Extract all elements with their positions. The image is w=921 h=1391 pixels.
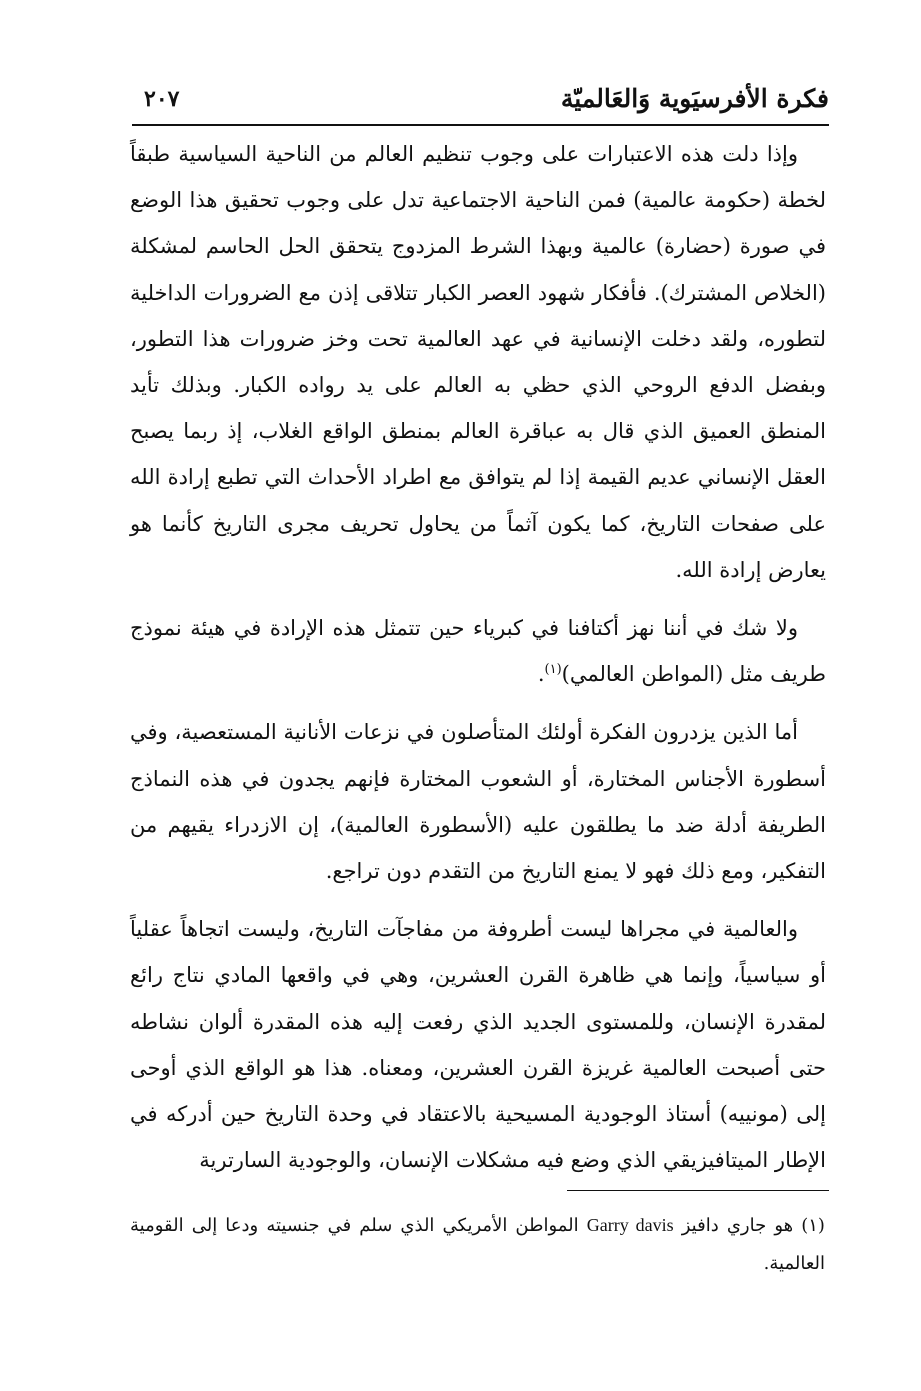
paragraph-1: وإذا دلت هذه الاعتبارات على وجوب تنظيم العالم من الناحية السياسية طبقاً لخطة (حكومة عالمية) فمن الناحية الاجتماعية تدل على وجوب تحقيق هذا الوضع في صورة (حضارة) عالمية وبهذا الشرط المزدوج يتحقق الحل الحاسم لمشكلة (الخلاص المشترك). فأفكار شهود العصر الكبار تتلاقى إذن مع الضرورات الداخلية لتطوره، ولقد دخلت الإنسانية في عهد العالمية تحت وخز ضرورات هذا التطور، وبفضل الدفع الروحي الذي حظي به العالم على يد رواده الكبار. وبذلك تأيد المنطق العميق الذي قال به عباقرة العالم بمنطق الواقع الغلاب، إذ ربما يصبح العقل الإنساني عديم القيمة إذا لم يتوافق مع اطراد الأحداث التي تطبع إرادة الله على صفحات التاريخ، كما يكون آثماً من يحاول تحريف مجرى التاريخ كأنما هو يعارض إرادة الله. bbox=[130, 142, 826, 582]
paragraph-2-text: ولا شك في أننا نهز أكتافنا في كبرياء حين تتمثل هذه الإرادة في هيئة نموذج طريف مثل (المواطن العالمي) bbox=[130, 616, 826, 687]
page-number: ٢٠٧ bbox=[144, 86, 180, 112]
paragraph-4: والعالمية في مجراها ليست أطروفة من مفاجآت التاريخ، وليست اتجاهاً عقلياً أو سياسياً، وإنما هي ظاهرة القرن العشرين، وهي في واقعها المادي نتاج رائع لمقدرة الإنسان، وللمستوى الجديد الذي رفعت إليه هذه المقدرة ألوان نشاطه حتى أصبحت العالمية غريزة القرن العشرين، ومعناه. هذا هو الواقع الذي أوحى إلى (مونييه) أستاذ الوجودية المسيحية بالاعتقاد في وحدة التاريخ حين أدركه في الإطار الميتافيزيقي الذي وضع فيه مشكلات الإنسان، والوجودية السارترية bbox=[130, 917, 826, 1173]
paragraph-2-end: . bbox=[537, 662, 545, 687]
paragraph-3: أما الذين يزدرون الفكرة أولئك المتأصلون في نزعات الأنانية المستعصية، وفي أسطورة الأجناس المختارة، أو الشعوب المختارة فإنهم يجدون في هذه النماذج الطريفة أدلة ضد ما يطلقون عليه (الأسطورة العالمية)، إن الازدراء يقيهم من التفكير، ومع ذلك فهو لا يمنع التاريخ من التقدم دون تراجع. bbox=[130, 720, 826, 884]
page-header bbox=[132, 78, 829, 122]
footnote-separator bbox=[567, 1190, 829, 1191]
footnote-reference: (١) bbox=[544, 662, 562, 678]
paragraph-2 bbox=[130, 605, 826, 697]
main-text bbox=[130, 131, 826, 1183]
footnote-text-before: هو جاري دافيز bbox=[681, 1215, 794, 1236]
footnote-text-after: المواطن الأمريكي الذي سلم في جنسيته ودعا إلى القومية العالمية. bbox=[130, 1215, 825, 1274]
running-title: فكرة الأفرسيَوية وَالعَالميّة bbox=[560, 84, 829, 113]
footnote bbox=[130, 1206, 825, 1283]
footnote-latin-name: Garry davis bbox=[586, 1215, 674, 1235]
footnote-text bbox=[130, 1206, 825, 1283]
header-rule bbox=[132, 124, 829, 126]
footnote-number: (١) bbox=[801, 1215, 825, 1236]
